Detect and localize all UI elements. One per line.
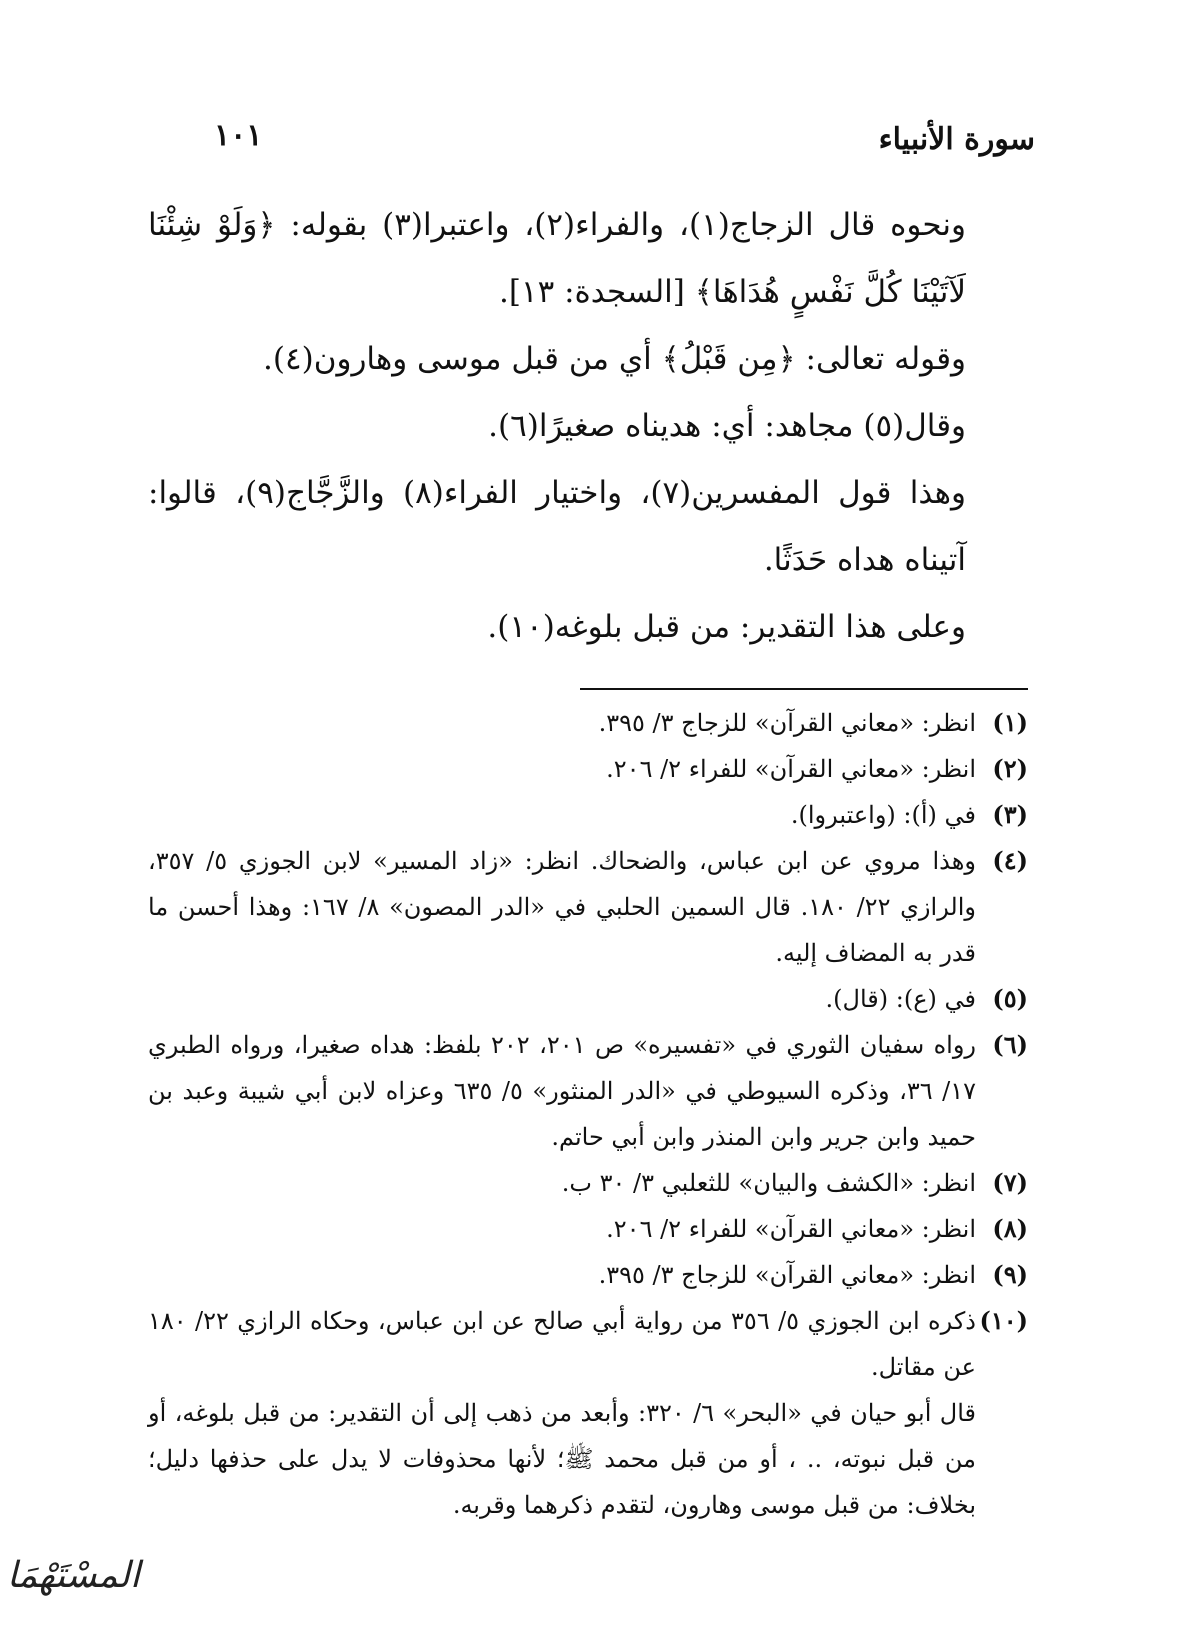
footnote-number: (٢) — [992, 754, 1028, 783]
footnote-number: (٨) — [992, 1214, 1028, 1243]
footnote — [148, 792, 1028, 838]
publisher-logo: المسْتَهْمَا — [6, 1555, 140, 1596]
footnote-text: انظر: «معاني القرآن» للزجاج ٣/ ٣٩٥. — [598, 709, 976, 737]
footnote-number: (٦) — [992, 1030, 1028, 1059]
footnote-number: (٩) — [992, 1260, 1028, 1289]
footnote-text: رواه سفيان الثوري في «تفسيره» ص ٢٠١، ٢٠٢ بلفظ: هداه صغيرا، ورواه الطبري ١٧/ ٣٦، وذكره السيوطي في «الدر المنثور» ٥/ ٦٣٥ وعزاه لابن أبي شيبة وعبد بن حميد وابن جرير وابن المنذر وابن أبي حاتم. — [148, 1031, 977, 1151]
footnote-text: انظر: «معاني القرآن» للفراء ٢/ ٢٠٦. — [606, 755, 976, 783]
footnote-number: (٥) — [992, 984, 1028, 1013]
footnote — [148, 1252, 1028, 1298]
paragraph-5: وعلى هذا التقدير: من قبل بلوغه(١٠). — [487, 609, 966, 645]
footnote-text: ذكره ابن الجوزي ٥/ ٣٥٦ من رواية أبي صالح عن ابن عباس، وحكاه الرازي ٢٢/ ١٨٠ عن مقاتل. — [148, 1307, 976, 1381]
footnote-text: وهذا مروي عن ابن عباس، والضحاك. انظر: «زاد المسير» لابن الجوزي ٥/ ٣٥٧، والرازي ٢٢/ ١٨٠. قال السمين الحلبي في «الدر المصون» ٨/ ١٦٧: وهذا أحسن ما قدر به المضاف إليه. — [148, 847, 977, 967]
page-number: ١٠١ — [214, 118, 263, 153]
footnote — [148, 838, 1028, 976]
footnote-text: في (ع): (قال). — [825, 985, 976, 1013]
footnote — [148, 1206, 1028, 1252]
footnote-continuation: قال أبو حيان في «البحر» ٦/ ٣٢٠: وأبعد من ذهب إلى أن التقدير: من قبل بلوغه، أو من قبل نبوته، .. ، أو من قبل محمد ﷺ؛ لأنها محذوفات لا يدل على حذفها دليل؛ بخلاف: من قبل موسى وهارون، لتقدم ذكرهما وقربه. — [148, 1399, 976, 1519]
footnote — [148, 1298, 1028, 1390]
footnotes — [148, 700, 1028, 1528]
footnote-number: (٤) — [992, 846, 1028, 875]
footnote-number: (٧) — [992, 1168, 1028, 1197]
main-text — [148, 192, 1028, 661]
footnote-text: في (أ): (واعتبروا). — [790, 801, 976, 829]
footnote — [148, 1160, 1028, 1206]
paragraph-2: وقوله تعالى: ﴿مِن قَبْلُ﴾ أي من قبل موسى وهارون(٤). — [263, 341, 966, 377]
surah-title: سورة الأنبياء — [878, 122, 1035, 157]
footnote-divider — [580, 688, 1028, 690]
footnote — [148, 700, 1028, 746]
footnote — [148, 976, 1028, 1022]
paragraph-4: وهذا قول المفسرين(٧)، واختيار الفراء(٨) والزَّجَّاج(٩)، قالوا: آتيناه هداه حَدَثًا. — [148, 475, 967, 578]
footnote — [148, 1022, 1028, 1160]
footnote-number: (١) — [992, 708, 1028, 737]
paragraph-1: ونحوه قال الزجاج(١)، والفراء(٢)، واعتبرا(٣) بقوله: ﴿وَلَوْ شِئْنَا لَآتَيْنَا كُلَّ نَفْسٍ هُدَاهَا﴾ [السجدة: ١٣]. — [148, 207, 966, 310]
page-header — [200, 118, 1035, 168]
footnote-text: انظر: «معاني القرآن» للفراء ٢/ ٢٠٦. — [606, 1215, 976, 1243]
footnote-text: انظر: «الكشف والبيان» للثعلبي ٣/ ٣٠ ب. — [561, 1169, 976, 1197]
footnote-text: انظر: «معاني القرآن» للزجاج ٣/ ٣٩٥. — [598, 1261, 976, 1289]
footnote-number: (١٠) — [979, 1306, 1028, 1335]
paragraph-3: وقال(٥) مجاهد: أي: هديناه صغيرًا(٦). — [488, 408, 966, 444]
footnote-number: (٣) — [992, 800, 1028, 829]
footnote — [148, 746, 1028, 792]
